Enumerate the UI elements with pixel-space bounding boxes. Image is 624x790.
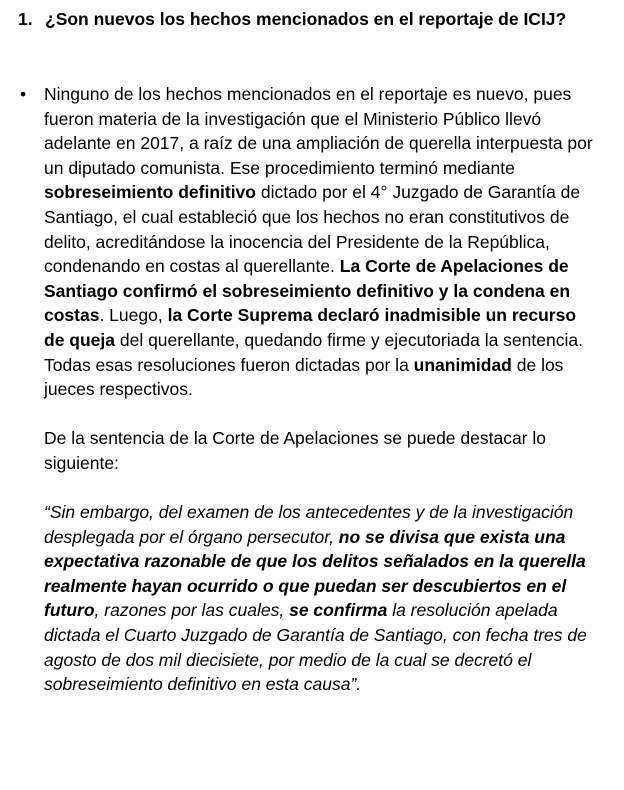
facts-text-5: de los jueces respectivos. (44, 354, 564, 400)
heading-title: ¿Son nuevos los hechos mencionados en el reportaje de ICIJ? (45, 9, 567, 29)
facts-bold-1: sobreseimiento definitivo (44, 182, 256, 203)
quote-text-2: , razones por las cuales, (94, 600, 290, 621)
facts-bold-2: La Corte de Apelaciones de Santiago confirmó el sobreseimiento definitivo y la condena en costas (44, 256, 571, 326)
facts-text-3: . Luego, (99, 305, 168, 326)
bullet-item (20, 82, 600, 697)
facts-text-2: dictado por el 4° Juzgado de Garantía de Santiago, el cual estableció que los hechos no eran constitutivos de delito, acreditándose la inocencia del Presidente de la República, condenando en costas al querellante. (44, 182, 581, 277)
heading-number: 1. (18, 9, 33, 29)
paragraph-quote (44, 500, 600, 697)
facts-text-4: del querellante, quedando firme y ejecutoriada la sentencia. Todas esas resoluciones fueron dictadas por la (44, 329, 583, 375)
quote-text-4: ”. (350, 674, 362, 695)
paragraph-facts (44, 82, 600, 402)
quote-text-1: “Sin embargo, del examen de los antecedentes y de la investigación desplegada por el órgano persecutor, (44, 502, 574, 547)
facts-bold-4: unanimidad (413, 354, 512, 375)
section-heading (18, 8, 608, 31)
bullet-icon: • (20, 84, 27, 104)
quote-bold-1: no se divisa que exista una expectativa razonable de que los delitos señalados en la querella realmente hayan ocurrido o que puedan ser descubiertos en el futuro (44, 526, 586, 621)
quote-text-3: la resolución apelada dictada el Cuarto Juzgado de Garantía de Santiago, con fecha tres de agosto de dos mil diecisiete, por medio de la cual se decretó el sobreseimiento definitivo en esta causa (44, 600, 587, 695)
facts-bold-3: la Corte Suprema declaró inadmisible un recurso de queja (44, 305, 577, 350)
quote-bold-2: se confirma (289, 600, 388, 621)
paragraph-intro-quote: De la sentencia de la Corte de Apelaciones se puede destacar lo siguiente: (44, 428, 546, 473)
facts-text-1: Ninguno de los hechos mencionados en el reportaje es nuevo, pues fueron materia de la investigación que el Ministerio Público llevó adelante en 2017, a raíz de una ampliación de querella interpuesta por un diputado comunista. Ese procedimiento terminó mediante (44, 84, 593, 178)
